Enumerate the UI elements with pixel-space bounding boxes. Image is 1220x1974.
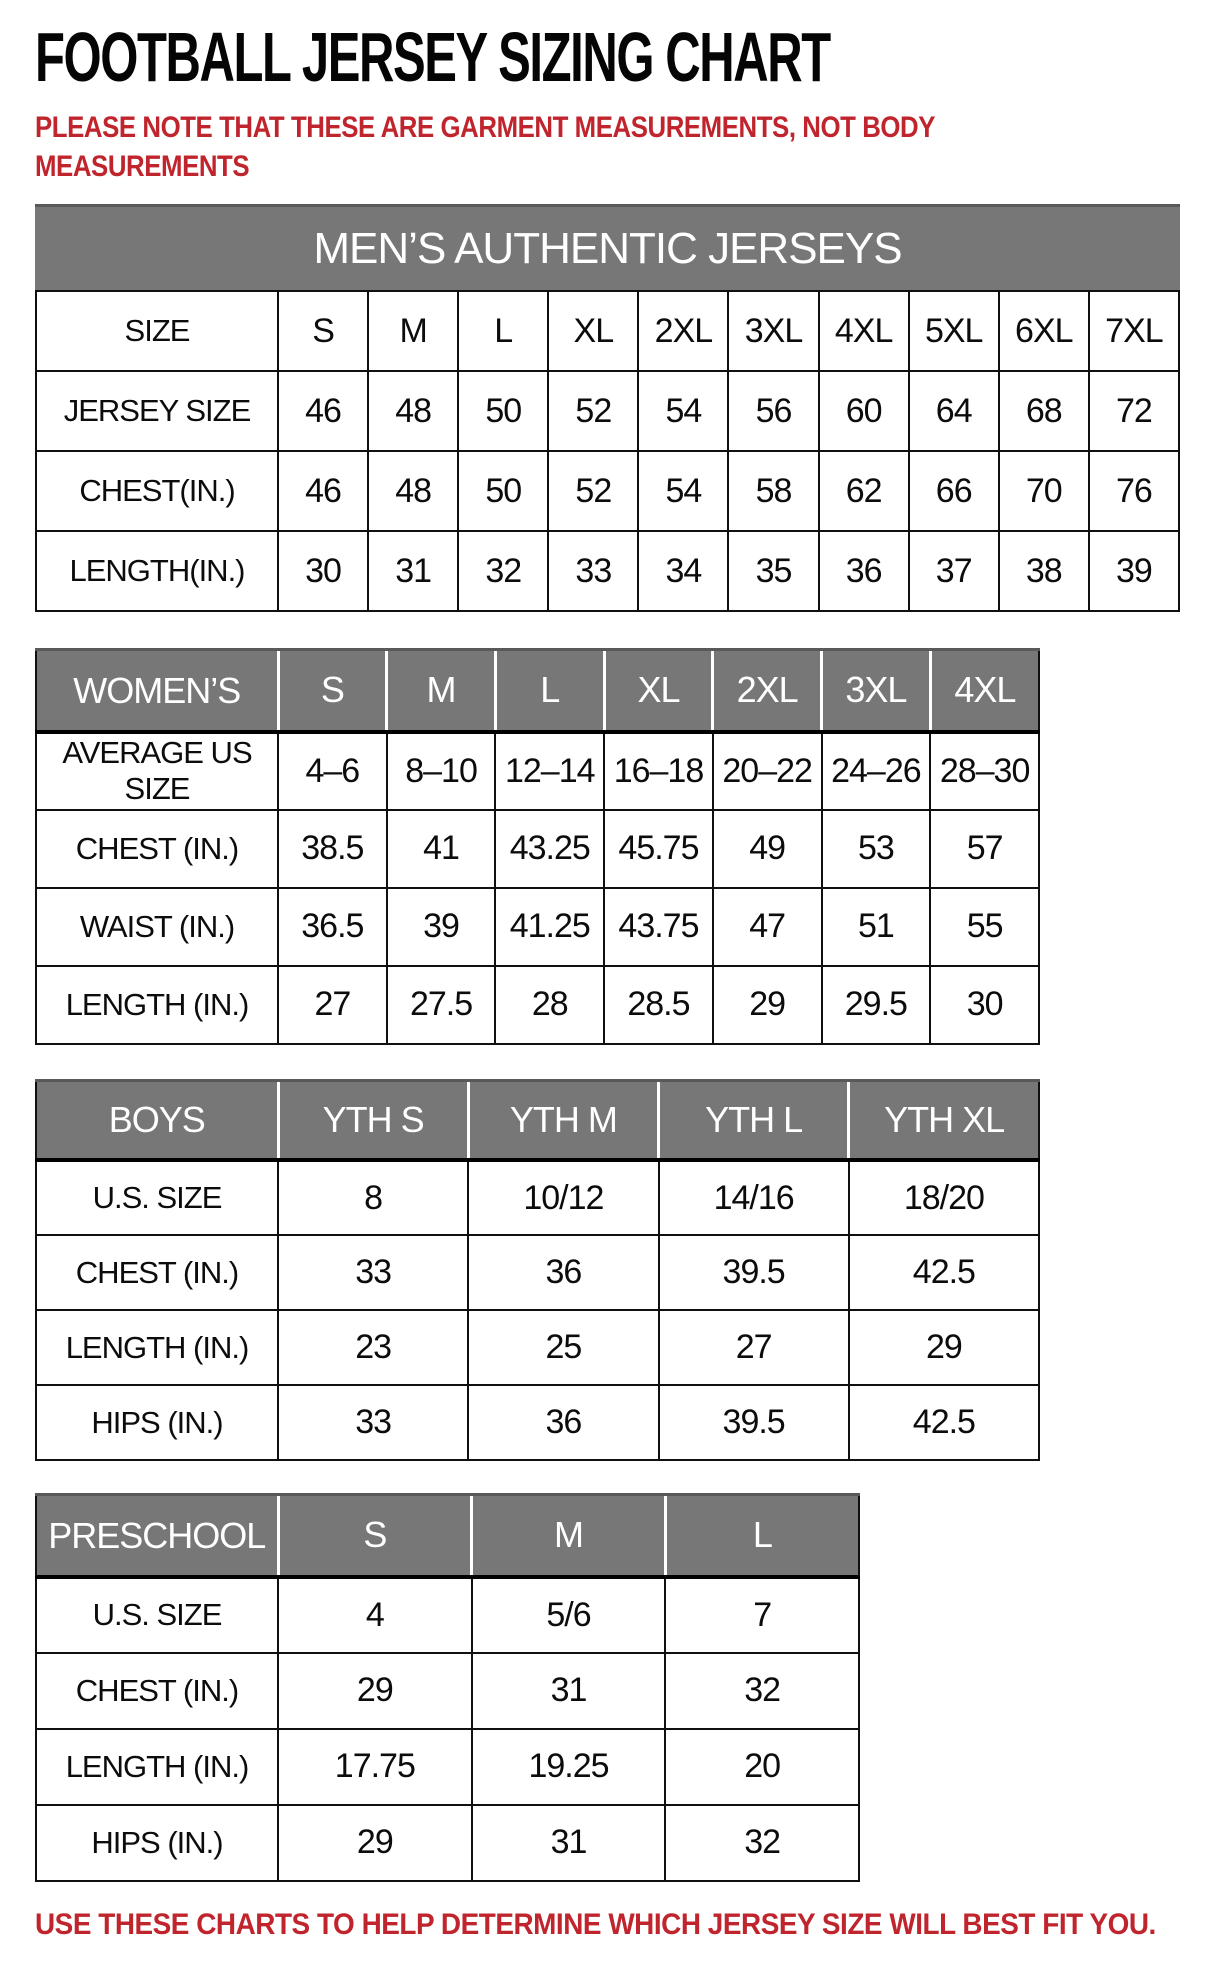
mens-value-cell: 56	[728, 371, 818, 451]
preschool-value-cell: 20	[665, 1729, 859, 1805]
womens-row-label: AVERAGE US SIZE	[36, 732, 278, 810]
boys-sizing-table	[35, 1079, 1040, 1462]
womens-value-cell: 41	[387, 810, 496, 888]
boys-value-cell: 36	[468, 1235, 658, 1310]
womens-value-cell: 24–26	[822, 732, 931, 810]
womens-size-column-header: 3XL	[822, 650, 931, 732]
mens-section	[35, 204, 1200, 612]
mens-sizing-table	[35, 290, 1180, 612]
womens-value-cell: 49	[713, 810, 822, 888]
womens-value-cell: 27	[278, 966, 387, 1044]
mens-row-label: JERSEY SIZE	[36, 371, 278, 451]
mens-value-cell: 54	[638, 451, 728, 531]
mens-value-cell: 46	[278, 451, 368, 531]
preschool-value-cell: 32	[665, 1653, 859, 1729]
preschool-size-column-header: S	[278, 1495, 472, 1577]
womens-value-cell: 39	[387, 888, 496, 966]
mens-value-cell: 50	[458, 371, 548, 451]
womens-size-column-header: S	[278, 650, 387, 732]
mens-value-cell: L	[458, 291, 548, 371]
womens-section	[35, 648, 1200, 1045]
boys-value-cell: 33	[278, 1235, 468, 1310]
preschool-value-cell: 29	[278, 1653, 472, 1729]
mens-value-cell: 54	[638, 371, 728, 451]
womens-value-cell: 57	[930, 810, 1039, 888]
preschool-value-cell: 29	[278, 1805, 472, 1881]
preschool-section	[35, 1493, 1200, 1882]
boys-value-cell: 27	[659, 1310, 849, 1385]
womens-row-label: WAIST (IN.)	[36, 888, 278, 966]
preschool-value-cell: 32	[665, 1805, 859, 1881]
womens-value-cell: 16–18	[604, 732, 713, 810]
mens-row-label: SIZE	[36, 291, 278, 371]
mens-value-cell: 38	[999, 531, 1089, 611]
boys-value-cell: 23	[278, 1310, 468, 1385]
womens-value-cell: 38.5	[278, 810, 387, 888]
boys-size-column-header: YTH S	[278, 1080, 468, 1160]
boys-row-label: BOYS	[36, 1080, 278, 1160]
boys-size-column-header: YTH M	[468, 1080, 658, 1160]
mens-table-title: MEN’S AUTHENTIC JERSEYS	[35, 204, 1180, 290]
womens-data-row	[36, 966, 1039, 1044]
womens-value-cell: 47	[713, 888, 822, 966]
boys-value-cell: 42.5	[849, 1385, 1039, 1460]
mens-value-cell: 58	[728, 451, 818, 531]
mens-value-cell: 60	[819, 371, 909, 451]
preschool-row-label: HIPS (IN.)	[36, 1805, 278, 1881]
boys-value-cell: 25	[468, 1310, 658, 1385]
mens-value-cell: 37	[909, 531, 999, 611]
mens-value-cell: 66	[909, 451, 999, 531]
womens-size-column-header: XL	[604, 650, 713, 732]
boys-value-cell: 8	[278, 1160, 468, 1235]
womens-value-cell: 43.25	[495, 810, 604, 888]
mens-value-cell: 68	[999, 371, 1089, 451]
garment-measurements-note: PLEASE NOTE THAT THESE ARE GARMENT MEASUREMENTS, NOT BODY MEASUREMENTS	[35, 111, 935, 183]
boys-value-cell: 18/20	[849, 1160, 1039, 1235]
womens-data-row	[36, 888, 1039, 966]
boys-size-column-header: YTH L	[659, 1080, 849, 1160]
boys-row-label: U.S. SIZE	[36, 1160, 278, 1235]
mens-value-cell: 36	[819, 531, 909, 611]
mens-data-row	[36, 531, 1179, 611]
womens-row-label: CHEST (IN.)	[36, 810, 278, 888]
womens-value-cell: 51	[822, 888, 931, 966]
mens-data-row	[36, 371, 1179, 451]
preschool-value-cell: 7	[665, 1577, 859, 1653]
mens-value-cell: 48	[368, 371, 458, 451]
womens-value-cell: 4–6	[278, 732, 387, 810]
footer-note: USE THESE CHARTS TO HELP DETERMINE WHICH JERSEY SIZE WILL BEST FIT YOU.	[35, 1907, 1156, 1941]
womens-value-cell: 43.75	[604, 888, 713, 966]
mens-value-cell: 33	[548, 531, 638, 611]
boys-value-cell: 29	[849, 1310, 1039, 1385]
mens-value-cell: S	[278, 291, 368, 371]
mens-value-cell: 72	[1089, 371, 1179, 451]
womens-size-column-header: 4XL	[930, 650, 1039, 732]
womens-row-label: LENGTH (IN.)	[36, 966, 278, 1044]
womens-data-row	[36, 732, 1039, 810]
womens-value-cell: 41.25	[495, 888, 604, 966]
womens-value-cell: 27.5	[387, 966, 496, 1044]
boys-row-label: HIPS (IN.)	[36, 1385, 278, 1460]
mens-value-cell: 31	[368, 531, 458, 611]
womens-size-column-header: M	[387, 650, 496, 732]
boys-data-row	[36, 1310, 1039, 1385]
preschool-row-label: U.S. SIZE	[36, 1577, 278, 1653]
womens-size-column-header: 2XL	[713, 650, 822, 732]
mens-value-cell: 35	[728, 531, 818, 611]
mens-value-cell: XL	[548, 291, 638, 371]
preschool-value-cell: 31	[472, 1805, 666, 1881]
preschool-size-column-header: M	[472, 1495, 666, 1577]
mens-value-cell: 46	[278, 371, 368, 451]
womens-value-cell: 29	[713, 966, 822, 1044]
boys-section	[35, 1079, 1200, 1462]
womens-value-cell: 29.5	[822, 966, 931, 1044]
boys-value-cell: 33	[278, 1385, 468, 1460]
womens-value-cell: 45.75	[604, 810, 713, 888]
mens-value-cell: 5XL	[909, 291, 999, 371]
mens-value-cell: M	[368, 291, 458, 371]
boys-row-label: CHEST (IN.)	[36, 1235, 278, 1310]
mens-value-cell: 52	[548, 451, 638, 531]
mens-row-label: LENGTH(IN.)	[36, 531, 278, 611]
mens-data-row	[36, 451, 1179, 531]
preschool-row-label: PRESCHOOL	[36, 1495, 278, 1577]
mens-value-cell: 7XL	[1089, 291, 1179, 371]
boys-value-cell: 39.5	[659, 1385, 849, 1460]
mens-value-cell: 34	[638, 531, 728, 611]
boys-size-column-header: YTH XL	[849, 1080, 1039, 1160]
preschool-size-column-header: L	[665, 1495, 859, 1577]
boys-value-cell: 14/16	[659, 1160, 849, 1235]
preschool-data-row	[36, 1729, 859, 1805]
womens-value-cell: 20–22	[713, 732, 822, 810]
womens-value-cell: 8–10	[387, 732, 496, 810]
boys-header-row	[36, 1080, 1039, 1160]
mens-value-cell: 50	[458, 451, 548, 531]
womens-value-cell: 28–30	[930, 732, 1039, 810]
mens-value-cell: 2XL	[638, 291, 728, 371]
preschool-value-cell: 31	[472, 1653, 666, 1729]
womens-value-cell: 55	[930, 888, 1039, 966]
mens-value-cell: 48	[368, 451, 458, 531]
mens-row-label: CHEST(IN.)	[36, 451, 278, 531]
mens-value-cell: 32	[458, 531, 548, 611]
mens-value-cell: 52	[548, 371, 638, 451]
womens-value-cell: 28.5	[604, 966, 713, 1044]
womens-value-cell: 36.5	[278, 888, 387, 966]
womens-value-cell: 28	[495, 966, 604, 1044]
mens-value-cell: 3XL	[728, 291, 818, 371]
preschool-value-cell: 4	[278, 1577, 472, 1653]
mens-value-cell: 76	[1089, 451, 1179, 531]
boys-value-cell: 42.5	[849, 1235, 1039, 1310]
womens-value-cell: 30	[930, 966, 1039, 1044]
preschool-header-row	[36, 1495, 859, 1577]
mens-value-cell: 4XL	[819, 291, 909, 371]
preschool-sizing-table	[35, 1493, 860, 1882]
mens-value-cell: 39	[1089, 531, 1179, 611]
mens-value-cell: 70	[999, 451, 1089, 531]
preschool-data-row	[36, 1653, 859, 1729]
womens-value-cell: 12–14	[495, 732, 604, 810]
preschool-value-cell: 5/6	[472, 1577, 666, 1653]
womens-header-row	[36, 650, 1039, 732]
boys-value-cell: 36	[468, 1385, 658, 1460]
womens-sizing-table	[35, 648, 1040, 1045]
mens-value-cell: 64	[909, 371, 999, 451]
boys-value-cell: 10/12	[468, 1160, 658, 1235]
page-title: FOOTBALL JERSEY SIZING CHART	[35, 18, 830, 96]
boys-value-cell: 39.5	[659, 1235, 849, 1310]
preschool-row-label: CHEST (IN.)	[36, 1653, 278, 1729]
womens-data-row	[36, 810, 1039, 888]
boys-row-label: LENGTH (IN.)	[36, 1310, 278, 1385]
womens-row-label: WOMEN’S	[36, 650, 278, 732]
womens-value-cell: 53	[822, 810, 931, 888]
womens-size-column-header: L	[495, 650, 604, 732]
boys-data-row	[36, 1160, 1039, 1235]
mens-value-cell: 62	[819, 451, 909, 531]
preschool-row-label: LENGTH (IN.)	[36, 1729, 278, 1805]
boys-data-row	[36, 1235, 1039, 1310]
mens-value-cell: 6XL	[999, 291, 1089, 371]
mens-data-row	[36, 291, 1179, 371]
preschool-data-row	[36, 1577, 859, 1653]
preschool-value-cell: 19.25	[472, 1729, 666, 1805]
preschool-data-row	[36, 1805, 859, 1881]
boys-data-row	[36, 1385, 1039, 1460]
mens-value-cell: 30	[278, 531, 368, 611]
preschool-value-cell: 17.75	[278, 1729, 472, 1805]
